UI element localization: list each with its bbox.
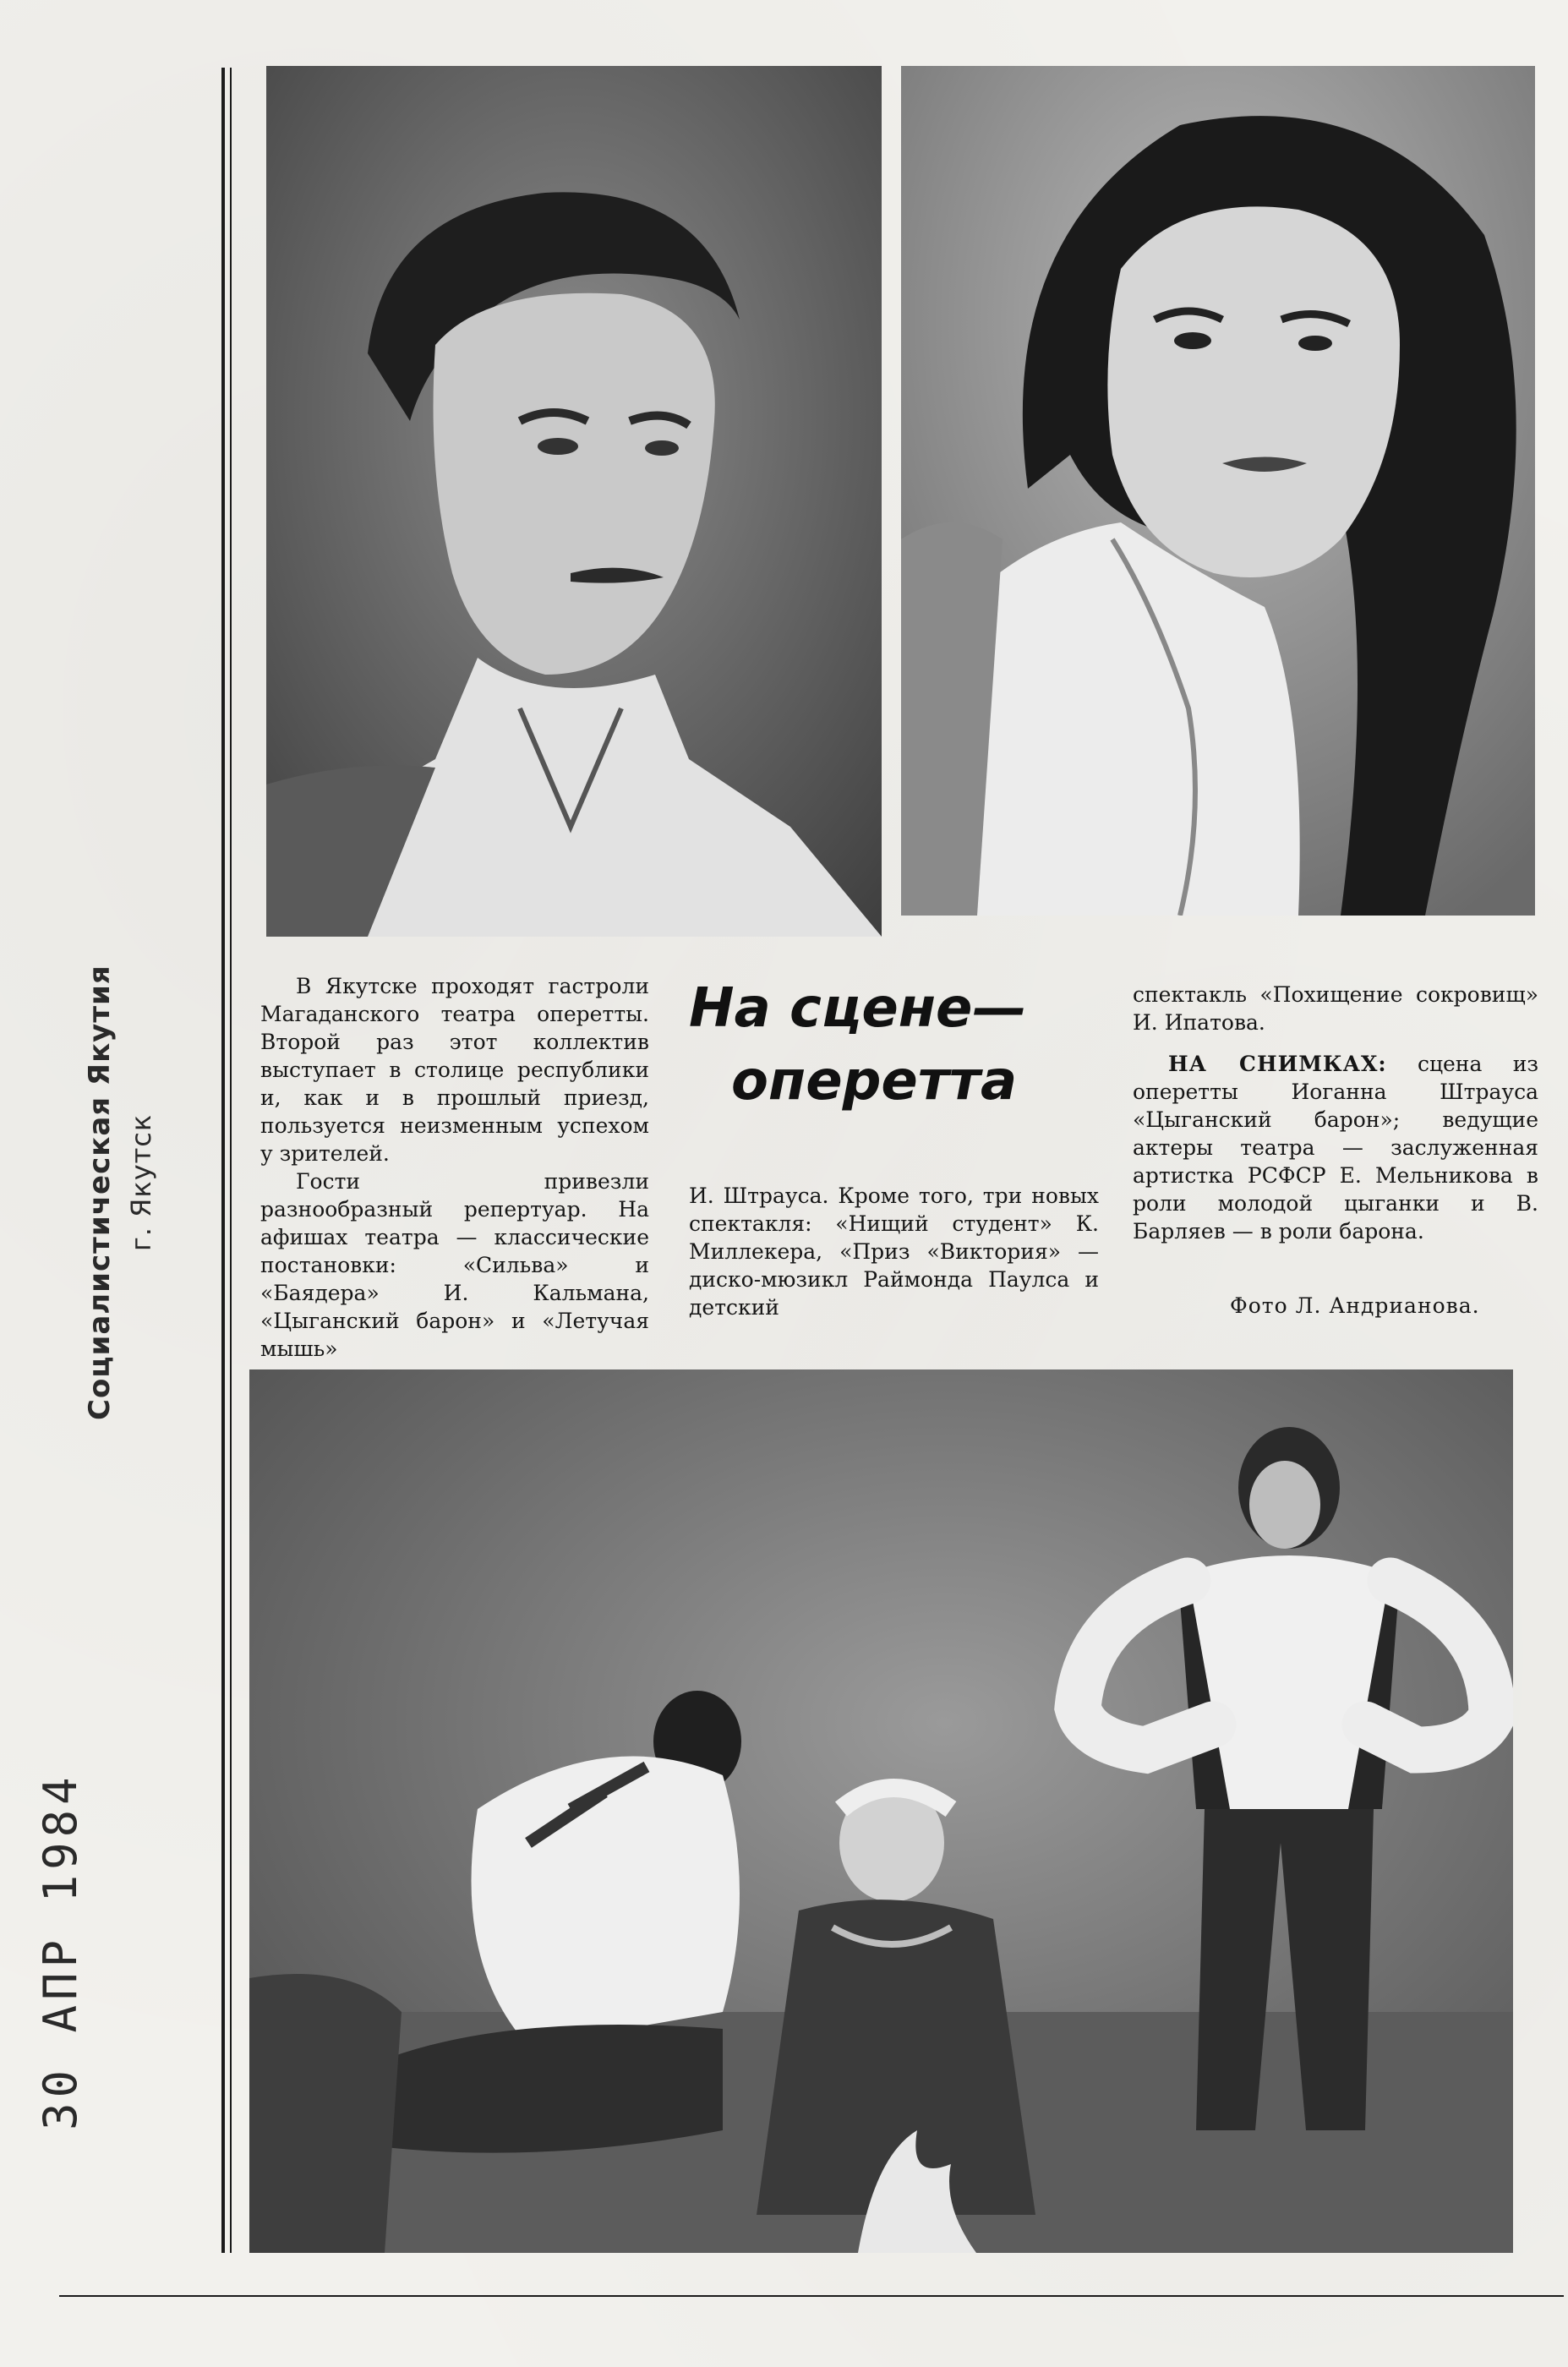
left-rule-2 xyxy=(230,68,232,2253)
paragraph-2: Гости привезли разнообразный репертуар. На афишах театра — классические постановки: «Сильва» и «Баядера» И. Кальмана, «Цыганский барон» и «Летучая мышь» xyxy=(260,1169,649,1361)
paragraph-1: В Якутске проходят гастроли Магаданского театра оперетты. Второй раз этот коллектив выступает в столице республики и, как и в прошлый приезд, пользуется неизменным успехом у зрителей. xyxy=(260,974,649,1166)
photo-woman-portrait xyxy=(901,66,1535,916)
article-column-1 xyxy=(260,972,649,1363)
photo-man-portrait xyxy=(266,66,882,937)
left-rule-1 xyxy=(221,68,225,2253)
photo-stage-scene xyxy=(249,1369,1513,2253)
article-column-3 xyxy=(1133,981,1538,1245)
paragraph-3: И. Штрауса. Кроме того, три новых спектакля: «Нищий студент» К. Миллекера, «Приз «Виктория» — диско-мюзикл Раймонда Паулса и детский xyxy=(689,1184,1099,1320)
photo-credit: Фото Л. Андрианова. xyxy=(1230,1293,1480,1318)
headline-line-2: оперетта xyxy=(731,1050,1018,1112)
caption-text: сцена из оперетты Иоганна Штрауса «Цыганский барон»; ведущие актеры театра — заслуженная артистка РСФСР Е. Мельникова в роли молодой цыганки и В. Барляев — в роли барона. xyxy=(1133,1052,1538,1244)
bottom-rule xyxy=(59,2295,1564,2297)
stamp-date: 30 АПР 1984 xyxy=(34,1772,87,2130)
caption-label: НА СНИМКАХ: xyxy=(1168,1052,1387,1076)
stamp-city: г. Якутск xyxy=(125,1113,157,1251)
paragraph-4: спектакль «Похищение сокровищ» И. Ипатова. xyxy=(1133,982,1538,1035)
headline-line-1: На сцене— xyxy=(689,977,1027,1040)
stamp-publication: Социалистическая Якутия xyxy=(83,965,117,1420)
photo-caption xyxy=(1133,1050,1538,1245)
archive-stamp xyxy=(34,965,157,2130)
article-column-2 xyxy=(689,1182,1099,1321)
article-headline xyxy=(689,972,1074,1118)
